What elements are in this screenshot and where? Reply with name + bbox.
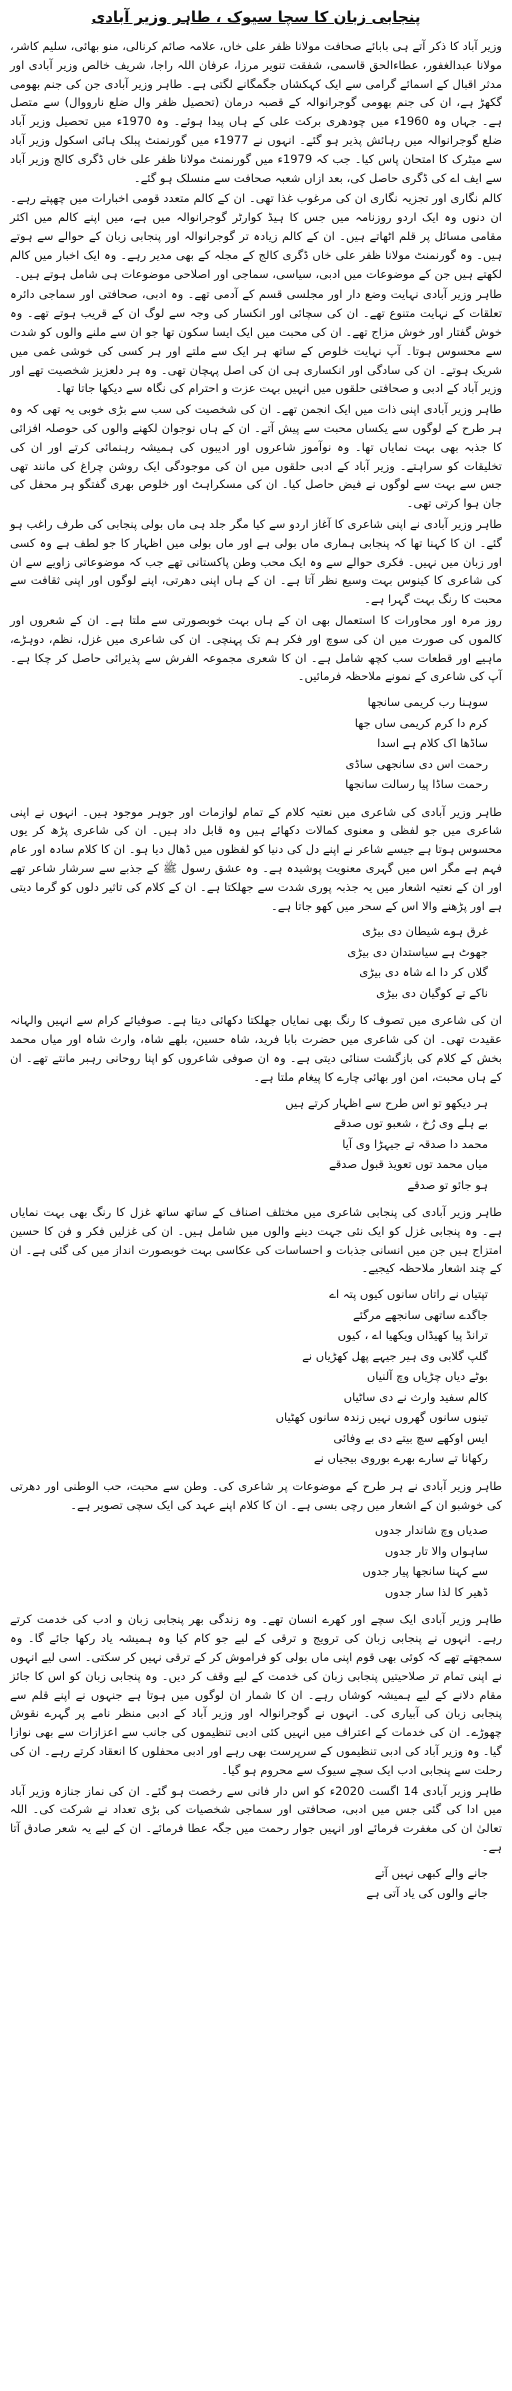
verse-line: تینوں سانوں گھروں نہیں زندہ سانوں کھٹیاں <box>275 1410 488 1425</box>
article-paragraph: طاہر وزیر آبادی نے ہر طرح کے موضوعات پر شاعری کی۔ وطن سے محبت، حب الوطنی اور دھرتی کی خوشبو ان کے اشعار میں رچی بسی ہے۔ ان کا کلام اپنے عہد کی ایک سچی تصویر ہے۔ <box>10 1478 502 1512</box>
article-paragraph: طاہر وزیر آبادی کی شاعری میں نعتیہ کلام کے تمام لوازمات اور جوہر موجود ہیں۔ انہوں نے اپنی شاعری میں جو لفظی و معنوی کمالات دکھائے ہیں وہ قابل داد ہیں۔ ان کی شاعری پڑھ کر یوں محسوس ہوتا ہے جیسے شاعر نے اپنے دل کی دنیا کو لفظوں میں ڈھال دیا ہو۔ ان کا کلام سادہ اور عام فہم ہے مگر اس میں گہری معنویت پوشیدہ ہے۔ وہ عشق رسول ﷺ کے جذبے سے سرشار شاعر تھے اور ان کے نعتیہ اشعار میں یہ جذبہ پوری شدت سے جھلکتا ہے۔ ان کے کلام کی تاثیر دلوں کو گرما دیتی ہے اور پڑھنے والا اس کے سحر میں کھو جاتا ہے۔ <box>10 804 502 913</box>
verse-line: ڈھیر کا لذا سار جدوں <box>384 1584 488 1599</box>
verse-line: تپتیاں نے راتاں سانوں کیوں پتہ اے <box>329 1287 488 1302</box>
article-paragraph: طاہر وزیر آبادی ایک سچے اور کھرے انسان تھے۔ وہ زندگی بھر پنجابی زبان و ادب کی خدمت کرتے رہے۔ انہوں نے پنجابی زبان کی ترویج و ترقی کے لیے جو کام کیا وہ ہمیشہ یاد رکھا جائے گا۔ وہ سمجھتے تھے کہ کوئی بھی قوم اپنی ماں بولی کو فراموش کر کے ترقی نہیں کر سکتی۔ اسی لیے انہوں نے اپنی تمام تر صلاحیتیں پنجابی زبان کی خدمت کے لیے وقف کر دیں۔ وہ پنجابی زبان کو اس کا جائز مقام دلانے کے لیے ہمیشہ کوشاں رہے۔ ان کا شمار ان لوگوں میں ہوتا ہے جنہوں نے اپنے قلم سے پنجابی زبان کی آبیاری کی۔ انہوں نے گوجرانوالہ اور وزیر آباد کے ادبی منظر نامے پر گہرے نقوش چھوڑے۔ ان کی خدمات کے اعتراف میں انہیں کئی ادبی تنظیموں کی جانب سے اعزازات سے بھی نوازا گیا۔ وہ وزیر آباد کی ادبی تنظیموں کے سرپرست بھی رہے اور ادبی محفلوں کا انعقاد کرتے رہے۔ ان کی رحلت سے پنجابی ادب ایک سچے سیوک سے محروم ہو گیا۔ <box>10 1612 502 1777</box>
verse-line: ہر دیکھو تو اس طرح سے اظہار کرتے ہیں <box>285 1095 488 1110</box>
verse-line: کرم دا کرم کریمی ساں جھا <box>354 715 488 730</box>
verse-block <box>10 1863 502 1904</box>
verse-line: رکھانا تے سارے بھرے بوروی بیجیاں نے <box>313 1451 488 1466</box>
article-paragraph: روز مرہ اور محاورات کا استعمال بھی ان کے ہاں بہت خوبصورتی سے ملتا ہے۔ ان کے شعروں اور کالموں کی صورت میں ان کی سوچ اور فکر ہم تک پہنچی۔ ان کی شاعری میں غزل، نظم، دوہڑے، ماہیے اور قطعات سب کچھ شامل ہے۔ ان کا شعری مجموعہ الفرش سے پذیرائی حاصل کر چکا ہے۔ آپ کی شاعری کے نمونے ملاحظہ فرمائیں۔ <box>10 612 502 684</box>
verse-line: جانے والوں کی یاد آتی ہے <box>366 1886 488 1901</box>
article-paragraph: ان کی شاعری میں تصوف کا رنگ بھی نمایاں جھلکتا دکھائی دیتا ہے۔ صوفیائے کرام سے انہیں والہانہ عقیدت تھی۔ ان کی شاعری میں حضرت بابا فرید، شاہ حسین، بلھے شاہ، وارث شاہ اور میاں محمد بخش کے کلام کی بازگشت سنائی دیتی ہے۔ وہ ان صوفی شاعروں کو اپنا روحانی رہبر مانتے تھے۔ ان کے ہاں محبت، امن اور بھائی چارے کا پیغام ملتا ہے۔ <box>10 1013 502 1084</box>
verse-line: میاں محمد توں تعویذ قبول صدقے <box>329 1157 488 1172</box>
verse-line: کالم سفید وارث نے دی ساٹیاں <box>343 1389 488 1404</box>
verse-line: گلاں کر دا اے شاہ دی بیڑی <box>359 965 488 980</box>
article-paragraph: طاہر وزیر آبادی نے اپنی شاعری کا آغاز اردو سے کیا مگر جلد ہی ماں بولی پنجابی کی طرف راغب ہو گئے۔ ان کا کہنا تھا کہ پنجابی ہماری ماں بولی ہے اور ماں بولی میں اظہار کا جو لطف ہے وہ کسی اور زبان میں نہیں۔ فکری حوالے سے وہ ایک محب وطن پاکستانی تھے جب کہ موضوعاتی زاویے سے ان کی شاعری کا کینوس بہت وسیع نظر آتا ہے۔ ان کے ہاں اپنی دھرتی، اپنے لوگوں اور اپنی ثقافت سے محبت کا رنگ بہت گہرا ہے۔ <box>10 516 502 607</box>
verse-line: ساہواں والا تار جدوں <box>384 1543 488 1558</box>
verse-line: غرق ہوے شیطان دی بیڑی <box>362 924 488 939</box>
verse-line: جھوٹ ہے سیاستدان دی بیڑی <box>347 944 488 959</box>
verse-line: ناکے تے کوگیان دی بیڑی <box>376 985 488 1000</box>
verse-block <box>10 1284 502 1469</box>
verse-line: جانے والے کبھی نہیں آتے <box>374 1865 488 1880</box>
article-paragraph: طاہر وزیر آبادی نہایت وضع دار اور مجلسی قسم کے آدمی تھے۔ وہ ادبی، صحافتی اور سماجی دائرہ تعلقات کے نہایت متنوع تھے۔ ان کی سچائی اور انکسار کی وجہ سے لوگ ان کے قریب ہوتے تھے۔ وہ خوش گفتار اور خوش مزاج تھے۔ ان کی محبت میں ایک ایسا سکون تھا جو ان سے ملنے والوں کو شدت سے محسوس ہوتا۔ آپ نہایت خلوص کے ساتھ ہر ایک سے ملتے اور ہر کسی کی خوشی غمی میں شریک ہوتے۔ ان کی سادگی اور انکساری ہی ان کی اصل پہچان تھی۔ وہ ہر دلعزیز شخصیت تھے اور وزیر آباد کے ادبی و صحافتی حلقوں میں انہیں بہت عزت و احترام کی نگاہ سے دیکھا جاتا تھا۔ <box>10 287 502 396</box>
verse-line: گلپ گلابی وی ہیر جیہے پھل کھڑیاں نے <box>302 1348 488 1363</box>
verse-line: ترانڈ پیا کھیڈاں ویکھیا اے ، کیوں <box>337 1328 488 1343</box>
article-paragraph: کالم نگاری اور تجزیہ نگاری ان کی مرغوب غذا تھی۔ ان کے کالم متعدد قومی اخبارات میں چھپتے رہے۔ ان دنوں وہ ایک اردو روزنامہ میں جس کا ہیڈ کوارٹر گوجرانوالہ میں ہے، میں اپنے کالم میں اکثر مقامی مسائل پر قلم اٹھاتے ہیں۔ ان کے کالم زیادہ تر گوجرانوالہ اور پنجابی زبان کے حوالے سے ہوتے ہیں۔ وہ گورنمنٹ مولانا ظفر علی خاں ڈگری کالج کے مجلہ کے بھی مدیر رہے۔ وہ ایک اخبار میں کالم لکھتے ہیں جن کے موضوعات میں ادبی، سیاسی، سماجی اور اصلاحی موضوعات ہی شامل ہوتے ہیں۔ <box>10 191 502 281</box>
verse-line: ہو جائو تو صدقے <box>407 1177 488 1192</box>
verse-block <box>10 1520 502 1602</box>
verse-block <box>10 921 502 1003</box>
article-paragraph: طاہر وزیر آبادی 14 اگست 2020ء کو اس دار فانی سے رخصت ہو گئے۔ ان کی نماز جنازہ وزیر آباد میں ادا کی گئی جس میں ادبی، صحافتی اور سماجی شخصیات کی بڑی تعداد نے شرکت کی۔ اللہ تعالیٰ ان کی مغفرت فرمائے اور انہیں جوار رحمت میں جگہ عطا فرمائے۔ ان کے لیے یہ شعر صادق آتا ہے۔ <box>10 1783 502 1854</box>
verse-block <box>10 1093 502 1196</box>
article-headline: پنجابی زبان کا سچا سیوک ، طاہر وزیر آبادی <box>91 8 421 26</box>
verse-line: سوہنا رب کریمی سانجھا <box>367 695 488 710</box>
verse-line: رحمت ساڈا پیا رسالت سانجھا <box>345 777 488 792</box>
verse-line: جاگدے ساتھی سانجھے مرگئے <box>352 1307 488 1322</box>
verse-line: ایس اوکھے سچ بیتے دی بے وفائی <box>333 1430 488 1445</box>
article-paragraph: طاہر وزیر آبادی اپنی ذات میں ایک انجمن تھے۔ ان کی شخصیت کی سب سے بڑی خوبی یہ تھی کہ وہ ہر طرح کے لوگوں سے یکساں محبت سے پیش آتے۔ ان کے ہاں نوجوان لکھنے والوں کی حوصلہ افزائی کا جذبہ بھی بہت نمایاں تھا۔ وہ نوآموز شاعروں اور ادیبوں کی ہمیشہ رہنمائی کرتے اور ان کی تخلیقات کو سراہتے۔ وزیر آباد کے ادبی حلقوں میں ان کی موجودگی ایک روشن چراغ کی مانند تھی جس سے بہت سے لوگوں نے فیض حاصل کیا۔ ان کی مسکراہٹ اور خلوص بھری گفتگو ہر محفل کی جان ہوا کرتی تھی۔ <box>10 402 502 511</box>
verse-line: ساڈھا اک کلام ہے اسدا <box>377 736 488 751</box>
verse-line: رحمت اس دی سانجھی ساڈی <box>345 756 488 771</box>
verse-block <box>10 692 502 795</box>
article-body <box>10 37 502 1904</box>
verse-line: صدیاں وچ شاندار جدوں <box>374 1523 488 1538</box>
verse-line: محمد دا صدقہ تے جیہڑا وی آیا <box>342 1136 488 1151</box>
article-paragraph: وزیر آباد کا ذکر آتے ہی بابائے صحافت مولانا ظفر علی خاں، علامہ صائم کرنالی، منو بھائی، سلیم کاشر، مولانا عبدالغفور، عطاءالحق قاسمی، شفقت تنویر مرزا، عرفان اللہ راجا، شریف خالص وزیر آبادی اور مدثر اقبال کے اسمائے گرامی سے ایک کہکشاں جگمگانے لگتی ہے۔ طاہر وزیر آبادی جن کی جنم بھومی گکھڑ ہے، ان کی جنم بھومی گوجرانوالہ کے قصبہ درمان (تحصیل ظفر وال ضلع نارووال) سے متصل ہے۔ جہاں وہ 1960ء میں چودھری برکت علی کے ہاں پیدا ہوئے۔ وہ 1970ء میں تحصیل وزیر آباد ضلع گوجرانوالہ میں رہائش پذیر ہو گئے۔ انہوں نے 1977ء میں گورنمنٹ پبلک ہائی اسکول وزیر آباد سے میٹرک کا امتحان پاس کیا۔ جب کہ 1979ء میں گورنمنٹ مولانا ظفر علی خاں ڈگری کالج وزیر آباد سے ایف اے کی ڈگری حاصل کی، بعد ازاں شعبہ صحافت سے منسلک ہو گئے۔ <box>10 39 502 185</box>
verse-line: سے کہنا سانجھا پیار جدوں <box>362 1564 488 1579</box>
verse-line: بوٹے دیاں چڑیاں وچ آلنیاں <box>366 1369 488 1384</box>
verse-line: بے ہلے وی رُخ ، شعبو توں صدقے <box>333 1116 488 1131</box>
article-paragraph: طاہر وزیر آبادی کی پنجابی شاعری میں مختلف اصناف کے ساتھ ساتھ غزل کا رنگ بھی بہت نمایاں ہے۔ وہ پنجابی غزل کو ایک نئی جہت دینے والوں میں شامل ہیں۔ ان کی غزلیں فکر و فن کا حسین امتزاج ہیں جن میں انسانی جذبات و احساسات کی عکاسی بہت خوبصورت انداز میں کی گئی ہے۔ ان کے چند اشعار ملاحظہ کیجیے۔ <box>10 1205 502 1276</box>
